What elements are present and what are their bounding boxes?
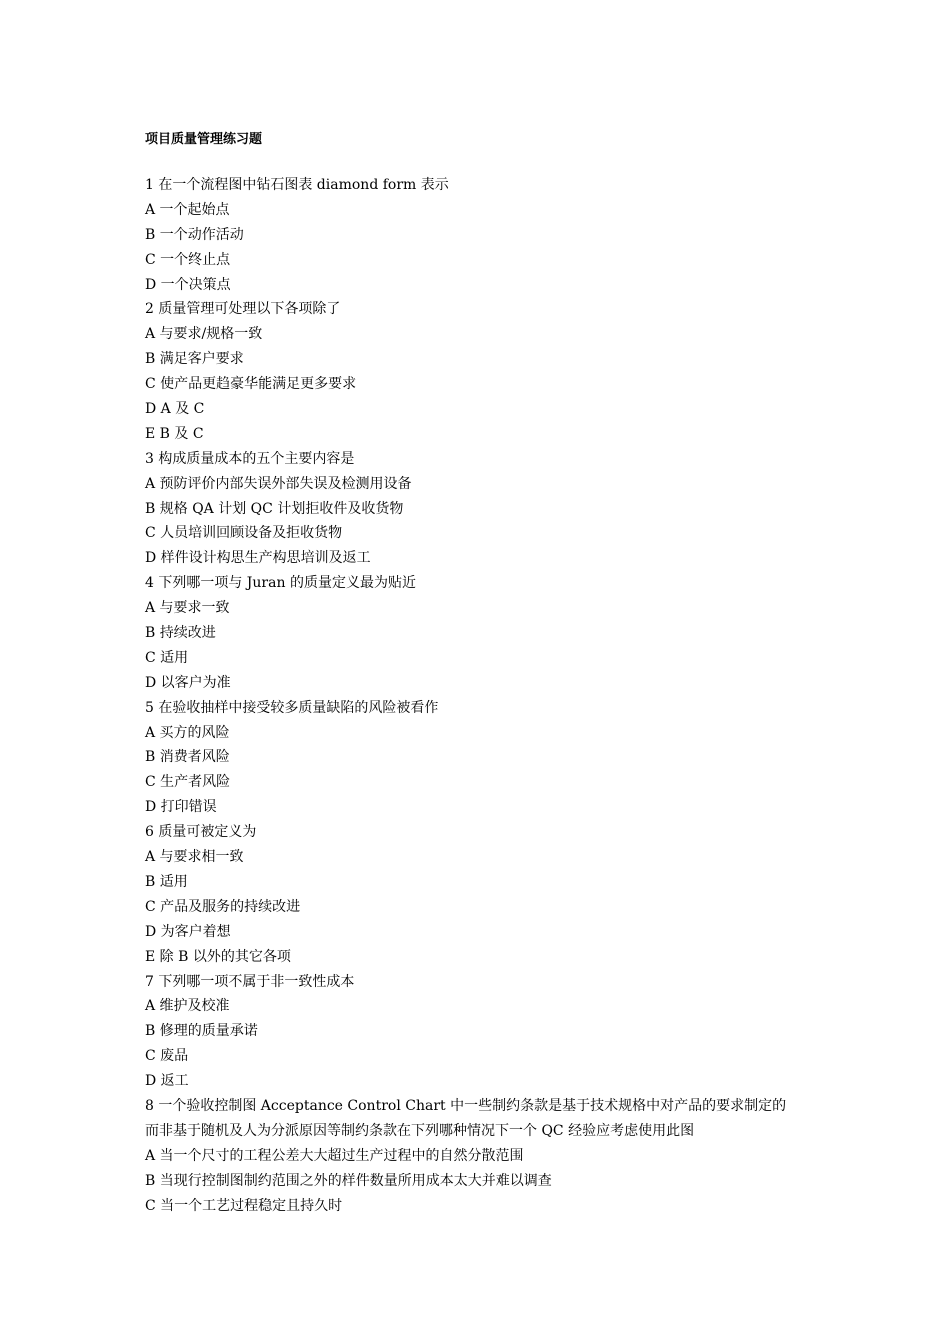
text-line: A 当一个尺寸的工程公差大大超过生产过程中的自然分散范围	[145, 1147, 524, 1164]
text-line: D 返工	[145, 1073, 189, 1090]
text-line: B 持续改进	[145, 625, 216, 642]
text-line: B 适用	[145, 873, 188, 890]
text-line: A 与要求相一致	[145, 849, 244, 866]
text-line: A 一个起始点	[145, 201, 230, 218]
text-line: C 生产者风险	[145, 774, 231, 791]
text-line: E B 及 C	[145, 425, 204, 442]
text-line: D 以客户为准	[145, 674, 231, 691]
text-line: D 为客户着想	[145, 923, 231, 940]
text-line: A 与要求/规格一致	[145, 326, 263, 343]
text-line: B 规格 QA 计划 QC 计划拒收件及收货物	[145, 500, 404, 517]
text-line: 7 下列哪一项不属于非一致性成本	[145, 973, 355, 990]
text-line: C 适用	[145, 649, 189, 666]
text-line: B 消费者风险	[145, 749, 230, 766]
text-line: 6 质量可被定义为	[145, 824, 257, 841]
text-line: B 当现行控制图制约范围之外的样件数量所用成本太大并难以调查	[145, 1172, 552, 1189]
text-line: 2 质量管理可处理以下各项除了	[145, 301, 341, 318]
document-title: 项目质量管理练习题	[145, 132, 263, 147]
text-line: C 一个终止点	[145, 251, 231, 268]
text-line: D 打印错误	[145, 799, 217, 816]
text-line: A 预防评价内部失误外部失误及检测用设备	[145, 475, 412, 492]
text-line: B 一个动作活动	[145, 226, 244, 243]
text-line: A 与要求一致	[145, 600, 230, 617]
text-line: 而非基于随机及人为分派原因等制约条款在下列哪种情况下一个 QC 经验应考虑使用此图	[145, 1122, 695, 1139]
text-line: 1 在一个流程图中钻石图表 diamond form 表示	[145, 177, 449, 193]
text-line: C 人员培训回顾设备及拒收货物	[145, 525, 343, 542]
text-line: D 样件设计构思生产构思培训及返工	[145, 550, 371, 567]
text-line: D A 及 C	[145, 401, 205, 418]
text-line: A 买方的风险	[145, 724, 230, 741]
text-line: B 满足客户要求	[145, 351, 244, 368]
text-line: E 除 B 以外的其它各项	[145, 948, 291, 965]
text-line: 8 一个验收控制图 Acceptance Control Chart 中一些制约条款是基于技术规格中对产品的要求制定的	[145, 1097, 787, 1114]
text-line: 3 构成质量成本的五个主要内容是	[145, 450, 355, 467]
text-line: C 当一个工艺过程稳定且持久时	[145, 1197, 343, 1214]
text-line: 5 在验收抽样中接受较多质量缺陷的风险被看作	[145, 699, 439, 716]
text-line: C 使产品更趋豪华能满足更多要求	[145, 376, 357, 393]
text-line: D 一个决策点	[145, 276, 231, 293]
text-line: A 维护及校准	[145, 998, 230, 1015]
text-line: 4 下列哪一项与 Juran 的质量定义最为贴近	[145, 575, 416, 592]
text-line: C 产品及服务的持续改进	[145, 898, 301, 915]
document-body	[145, 173, 825, 1218]
text-line: B 修理的质量承诺	[145, 1023, 258, 1040]
text-line: C 废品	[145, 1048, 189, 1065]
